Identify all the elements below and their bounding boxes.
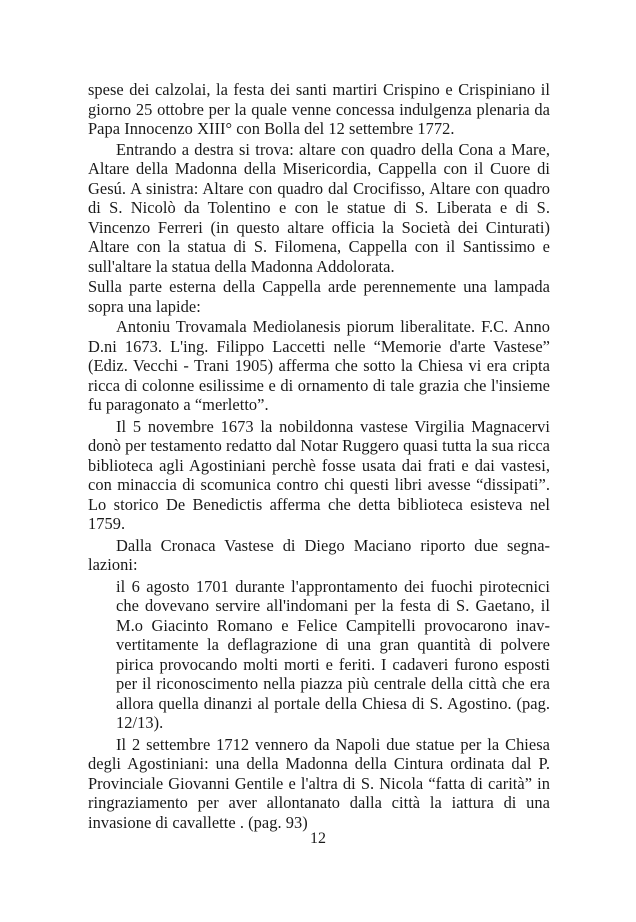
paragraph-altars: Entrando a destra si trova: altare con quadro della Cona a Mare, Altare della Madonna della Misericordia, Cappella con il Cuore di Gesú. A sinistra: Altare con quadro dal Crocifisso, Altare con quadro di S. Nicolò da Tolentino e con le statue di S. Liberata e di S. Vincenzo Ferreri (in questo altare officia la Società dei Cinturati) Altare con la statua di S. Filomena, Cappella con il Santissimo e sull'altare la statua della Madonna Addolorata. [88,139,550,276]
paragraph-library: Il 5 novembre 1673 la nobildonna vastese Virgilia Magnacervi donò per testamento redatto dal Notar Ruggero quasi tutta la sua ricca biblioteca agli Agostiniani perchè fosse usata dai frati e dai vastesi, con minaccia di scomunica contro chi questi libri avesse “dissipati”. Lo storico De Benedictis afferma che detta biblioteca esisteva nel 1759. [88,416,550,533]
paragraph-continuation: spese dei calzolai, la festa dei santi martiri Crispino e Crispiniano il giorno 25 ottobre per la quale venne concessa indulgenza plenaria da Papa Innocenzo XIII° con Bolla del 12 settembre 1772. [88,80,550,138]
paragraph-lamp: Sulla parte esterna della Cappella arde perennemente una lampada sopra una lapide: [88,277,550,316]
paragraph-chronicle-intro: Dalla Cronaca Vastese di Diego Maciano riporto due segnalazioni: [88,535,550,574]
paragraph-fireworks: il 6 agosto 1701 durante l'approntamento dei fuochi pirotecnici che dovevano servire all'indomani per la festa di S. Gaetano, il M.o Giacinto Romano e Felice Campitelli provocarono inavvertitamente la deflagrazione di una gran quantità di polvere pirica provocando molti morti e feriti. I cadaveri furono esposti per il riconoscimento nella piazza più centrale della città che era allora quella dinanzi al portale della Chiesa di S. Agostino. (pag. 12/13). [116,576,550,732]
page-number: 12 [310,830,326,847]
page-body [88,80,550,833]
paragraph-statues: Il 2 settembre 1712 vennero da Napoli due statue per la Chiesa degli Agostiniani: una della Madonna della Cintura ordinata dal P. Provinciale Giovanni Gentile e l'altra di S. Nicola “fatta di carità” in ringraziamento per aver allontanato dalla città la iattura di una invasione di cavallette . (pag. 93) [88,734,550,832]
paragraph-inscription: Antoniu Trovamala Mediolanesis piorum liberalitate. F.C. Anno D.ni 1673. L'ing. Filippo Laccetti nelle “Memorie d'arte Vastese” (Ediz. Vecchi - Trani 1905) afferma che sotto la Chiesa vi era cripta ricca di colonne esilissime e di ornamento di tale grazia che l'insieme fu paragonato a “merletto”. [88,317,550,414]
